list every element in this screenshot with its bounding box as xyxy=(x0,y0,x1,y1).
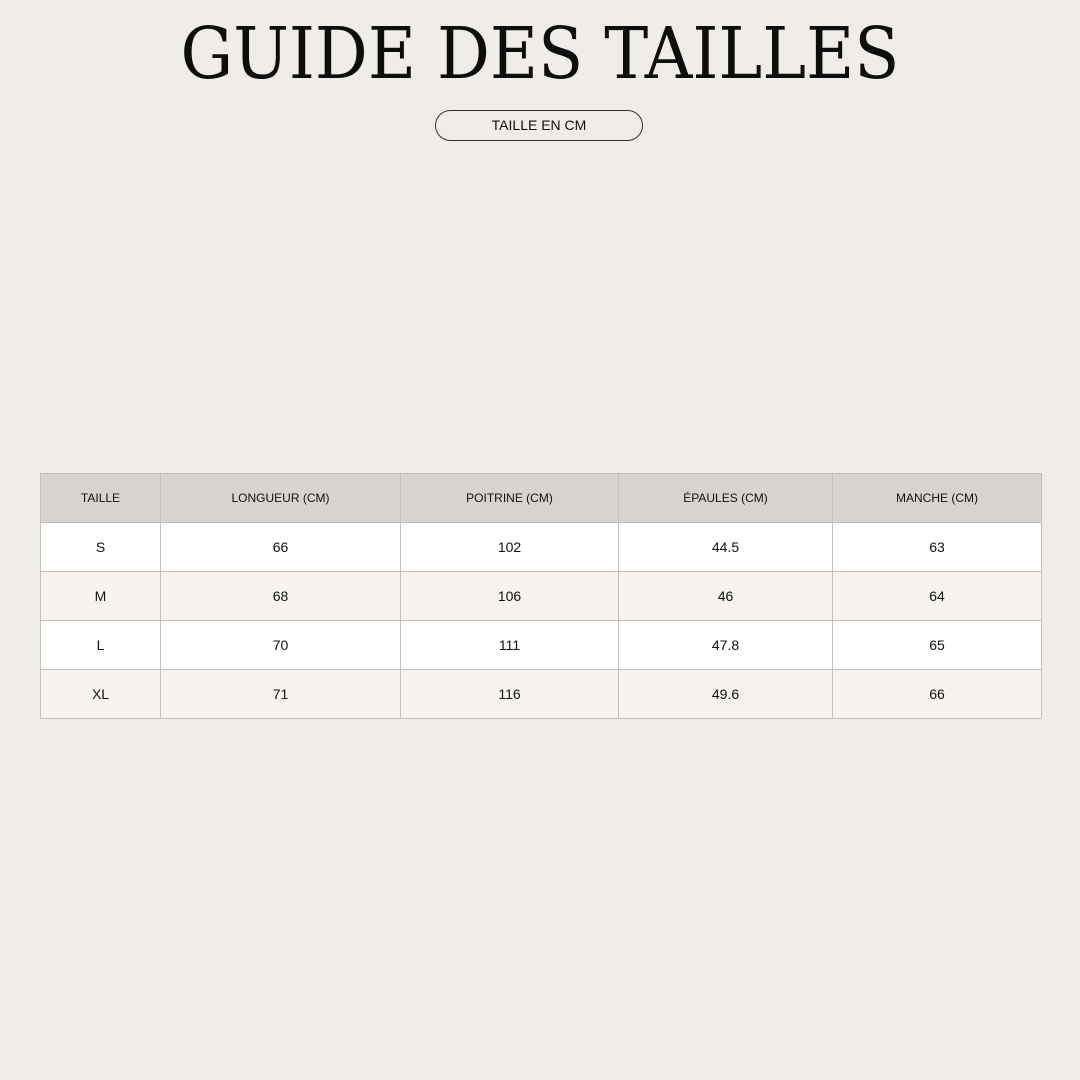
cell-chest: 106 xyxy=(401,572,619,621)
page-title: GUIDE DES TAILLES xyxy=(180,11,900,96)
cell-shoulders: 44.5 xyxy=(619,523,833,572)
cell-size: M xyxy=(41,572,161,621)
header-longueur: LONGUEUR (CM) xyxy=(161,474,401,523)
table-row xyxy=(41,621,1042,670)
header-epaules: ÉPAULES (CM) xyxy=(619,474,833,523)
cell-sleeve: 65 xyxy=(833,621,1042,670)
cell-length: 70 xyxy=(161,621,401,670)
cell-shoulders: 47.8 xyxy=(619,621,833,670)
cell-length: 71 xyxy=(161,670,401,719)
cell-chest: 111 xyxy=(401,621,619,670)
table-row xyxy=(41,572,1042,621)
cell-length: 68 xyxy=(161,572,401,621)
cell-size: L xyxy=(41,621,161,670)
cell-sleeve: 64 xyxy=(833,572,1042,621)
cell-shoulders: 49.6 xyxy=(619,670,833,719)
size-table xyxy=(40,473,1042,719)
cell-chest: 116 xyxy=(401,670,619,719)
cell-size: S xyxy=(41,523,161,572)
cell-chest: 102 xyxy=(401,523,619,572)
cell-shoulders: 46 xyxy=(619,572,833,621)
cell-size: XL xyxy=(41,670,161,719)
table-row xyxy=(41,523,1042,572)
cell-length: 66 xyxy=(161,523,401,572)
header-taille: TAILLE xyxy=(41,474,161,523)
table-row xyxy=(41,670,1042,719)
unit-badge: TAILLE EN CM xyxy=(435,110,643,141)
table-header-row xyxy=(41,474,1042,523)
header-manche: MANCHE (CM) xyxy=(833,474,1042,523)
header-poitrine: POITRINE (CM) xyxy=(401,474,619,523)
cell-sleeve: 66 xyxy=(833,670,1042,719)
cell-sleeve: 63 xyxy=(833,523,1042,572)
